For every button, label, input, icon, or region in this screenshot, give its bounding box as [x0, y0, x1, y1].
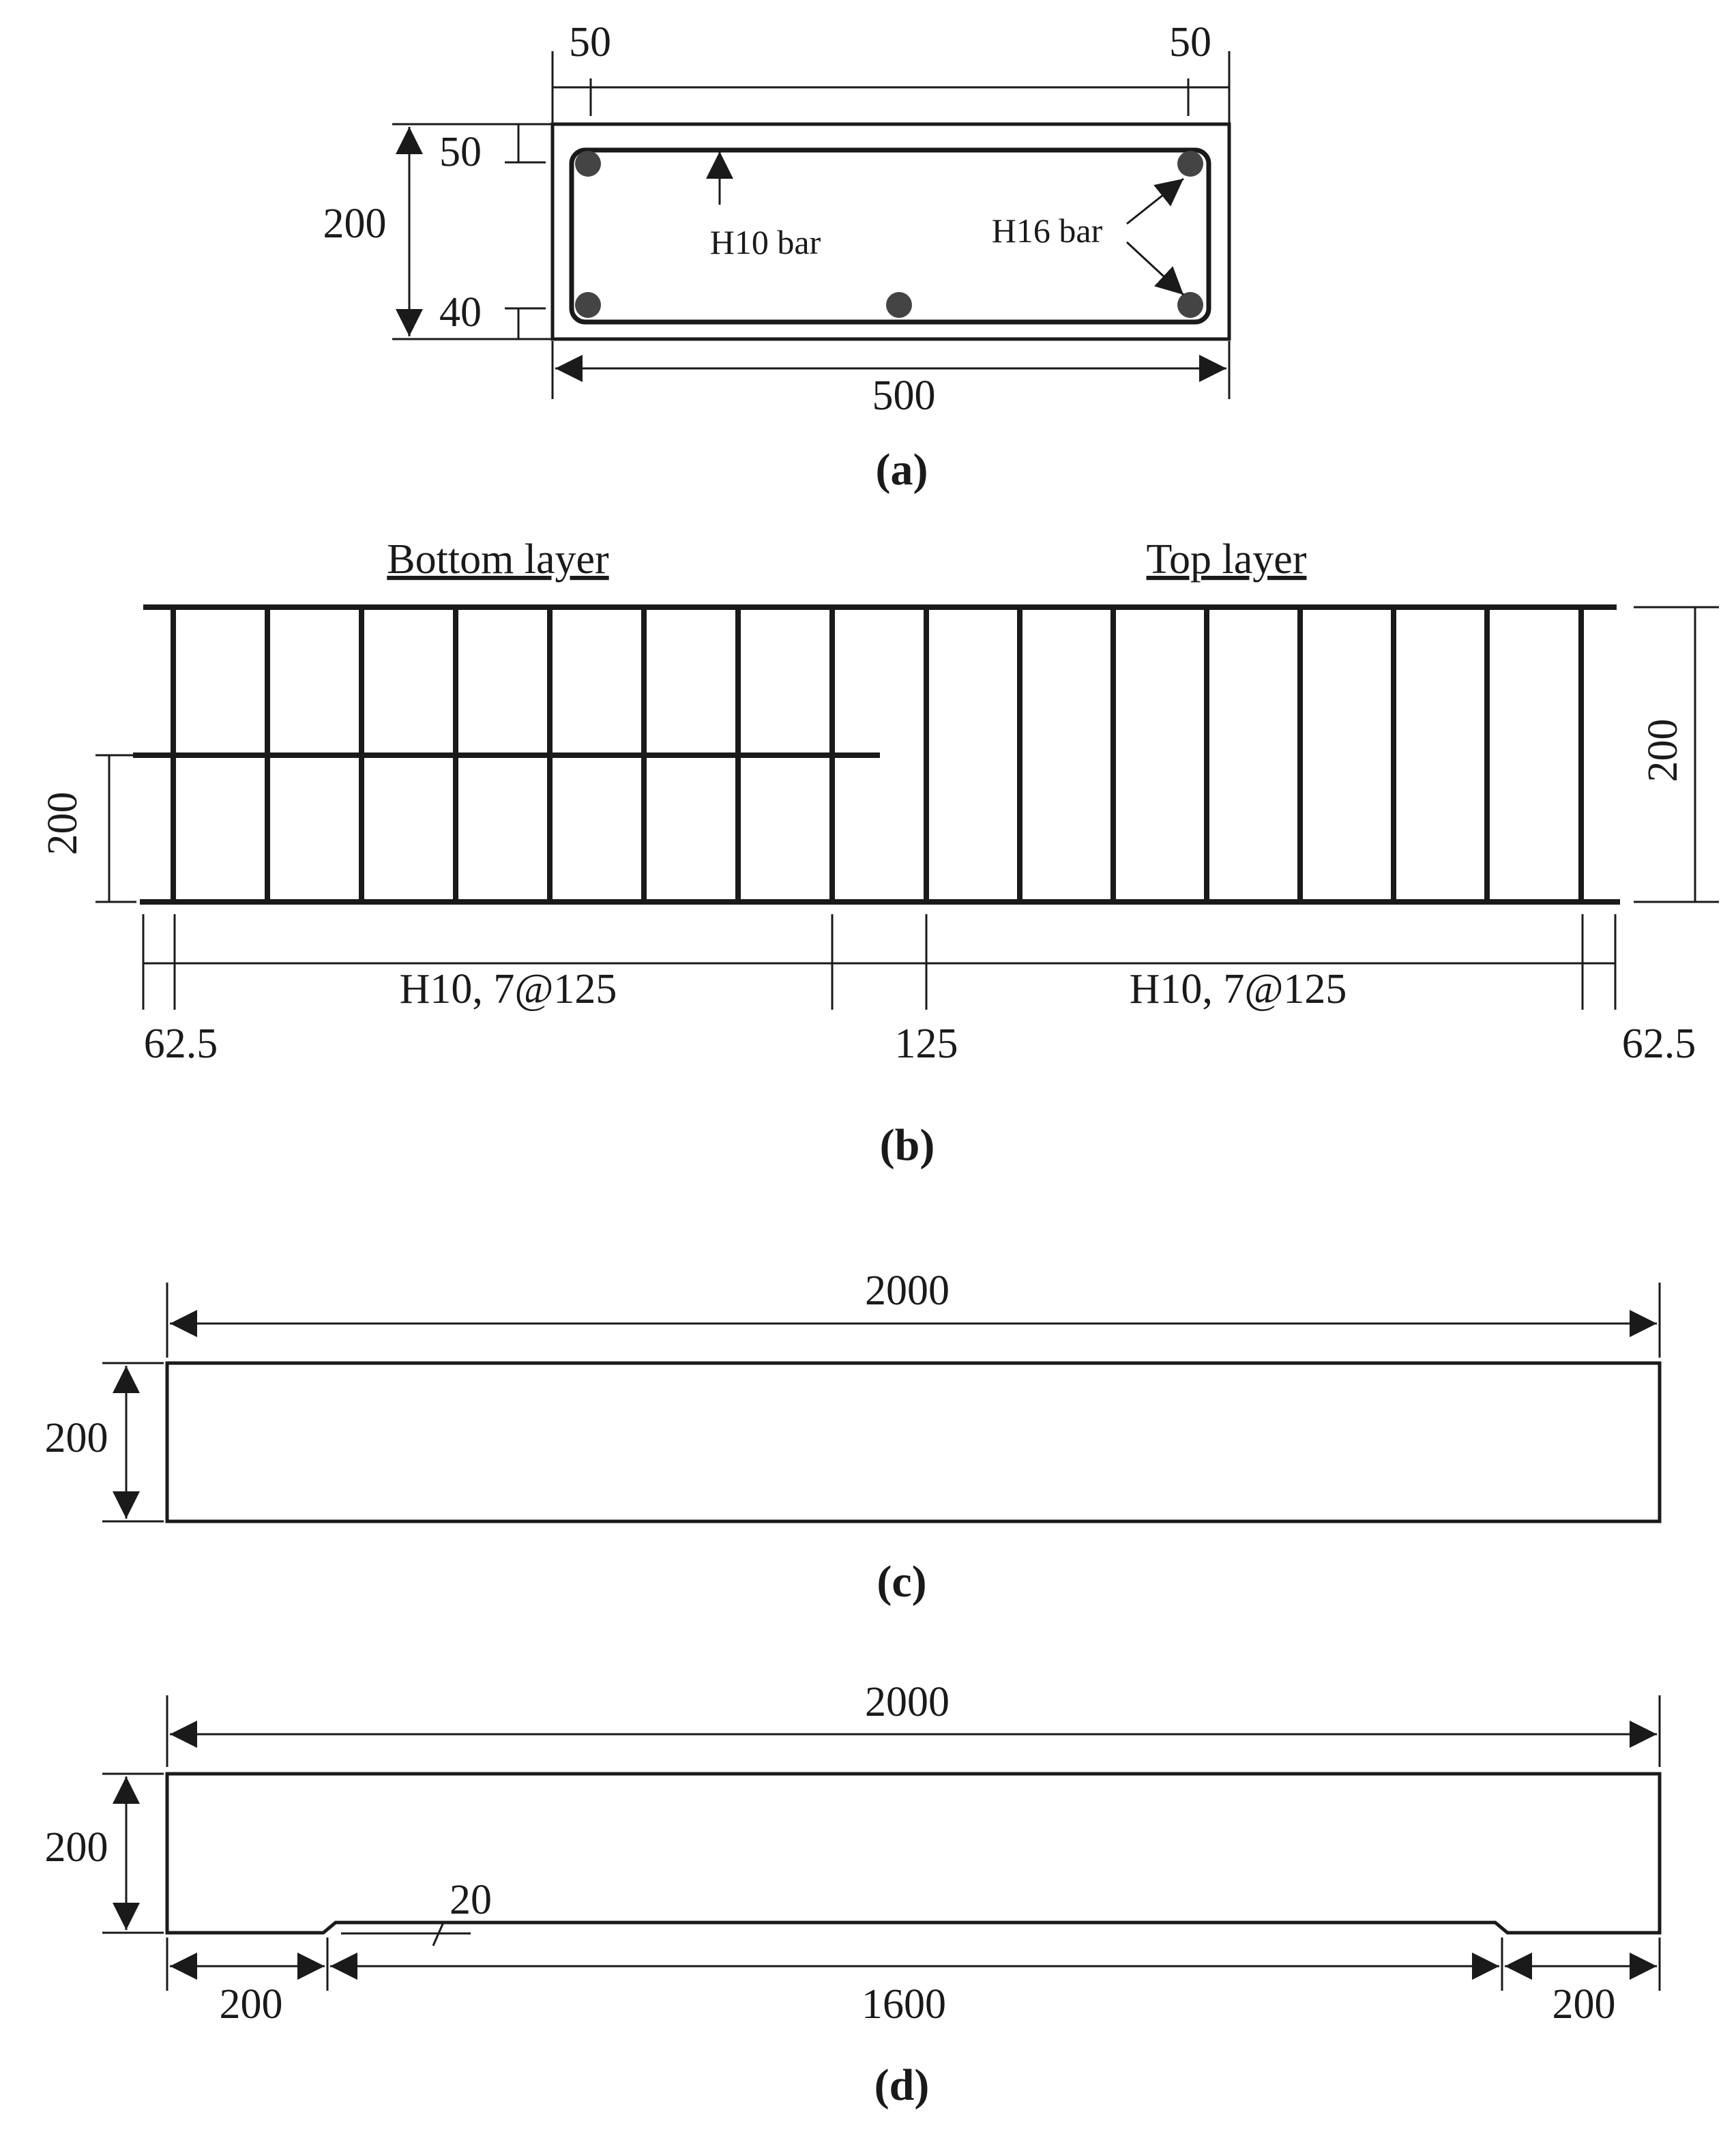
dim-top-left-cover: 50 — [569, 19, 611, 65]
dim-section-height: 200 — [323, 201, 387, 247]
rebar-h16-bottom-left — [575, 292, 601, 318]
dim-top-right-cover: 50 — [1169, 19, 1211, 65]
beam-outline — [167, 1363, 1660, 1521]
dim-beam-height: 200 — [44, 1415, 108, 1461]
panel-b-reinforcement-layout — [40, 536, 1719, 1170]
panel-c-beam-elevation — [45, 1268, 1660, 1607]
caption-d: (d) — [874, 2060, 930, 2110]
dim-notched-beam-height: 200 — [44, 1824, 108, 1871]
panel-d-notched-beam-elevation — [45, 1679, 1660, 2110]
header-top-layer: Top layer — [1146, 536, 1307, 583]
spacing-right: H10, 7@125 — [1129, 966, 1347, 1012]
label-h10-bar: H10 bar — [709, 223, 821, 261]
dim-left-height: 200 — [40, 791, 86, 856]
label-h16-bar: H16 bar — [991, 211, 1103, 250]
rebar-h16-top-right — [1177, 151, 1203, 177]
dim-section-width: 500 — [872, 372, 936, 419]
notched-beam-outline — [167, 1774, 1660, 1933]
rebar-h16-bottom-right — [1177, 292, 1203, 318]
caption-c: (c) — [877, 1557, 927, 1607]
dim-end-right-support: 200 — [1552, 1981, 1616, 2028]
dim-middle-gap: 125 — [894, 1021, 958, 1067]
dim-mid-span: 1600 — [862, 1981, 946, 2028]
rebar-h16-top-left — [575, 151, 601, 177]
dim-end-left: 62.5 — [143, 1021, 218, 1067]
dim-end-left-support: 200 — [219, 1981, 283, 2028]
dim-beam-length: 2000 — [865, 1268, 950, 1314]
spacing-left: H10, 7@125 — [399, 966, 617, 1012]
dim-side-top-cover: 50 — [439, 129, 482, 175]
caption-a: (a) — [875, 445, 928, 495]
dim-right-height: 200 — [1640, 718, 1686, 783]
header-bottom-layer: Bottom layer — [387, 536, 609, 583]
dim-side-bottom-cover: 40 — [439, 289, 482, 336]
dim-end-right: 62.5 — [1621, 1021, 1696, 1067]
dim-notched-beam-length: 2000 — [865, 1679, 950, 1725]
panel-a-cross-section — [323, 19, 1230, 495]
dim-notch-depth: 20 — [450, 1877, 492, 1923]
caption-b: (b) — [879, 1120, 935, 1170]
rebar-h16-bottom-middle — [886, 292, 912, 318]
